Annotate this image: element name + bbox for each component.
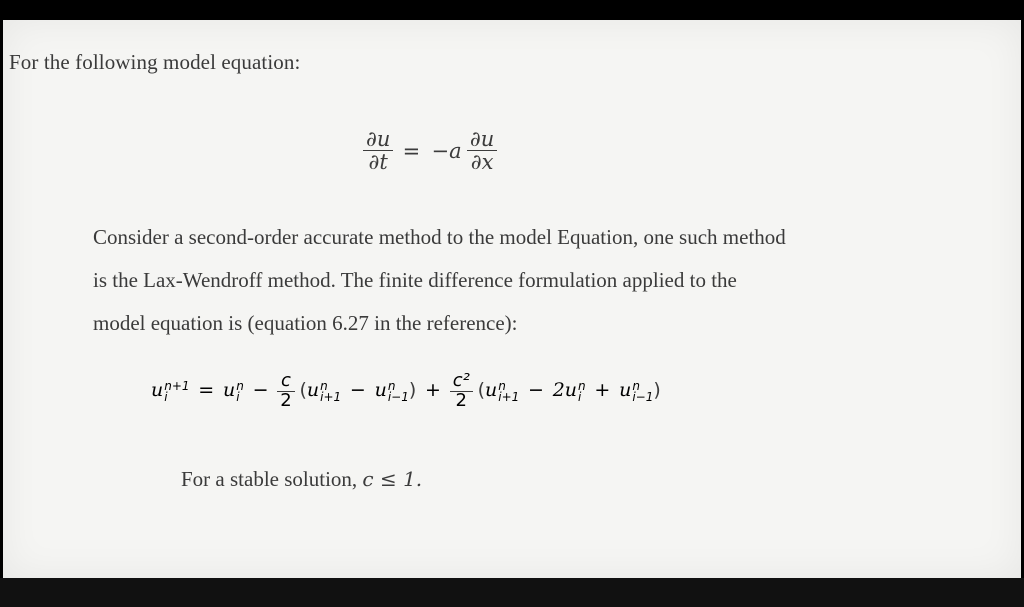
term-u-im1-n: u n i−1 bbox=[374, 378, 409, 405]
term-u-ip1-n-2: u n i+1 bbox=[485, 378, 520, 405]
equals-sign: = bbox=[402, 138, 421, 163]
term-2u-i-n: 2u n i bbox=[552, 378, 586, 405]
paragraph-line-2: is the Lax-Wendroff method. The finite difference formulation applied to the bbox=[93, 268, 737, 292]
paragraph-line-3: model equation is (equation 6.27 in the reference): bbox=[93, 311, 518, 335]
stability-inequality: c ≤ 1. bbox=[362, 467, 423, 491]
model-equation bbox=[363, 128, 497, 173]
description-paragraph bbox=[93, 216, 993, 345]
term-u-im1-n-2: u n i−1 bbox=[619, 378, 654, 405]
term-u-ip1-n: u n i+1 bbox=[306, 378, 342, 405]
c-over-2-fraction: $\frac{c}{2}$ bbox=[277, 372, 294, 411]
stability-condition: For a stable solution, c ≤ 1. bbox=[181, 467, 423, 491]
lax-wendroff-equation: u n+1 i = u n i − $\frac{c}{2}$ (u n i+1 − u n i−1 ) + $\frac{\text{c²}}{2}$ (u n i+1 − 2u n i + u n i−1 ) bbox=[151, 370, 661, 411]
paragraph-line-1: Consider a second-order accurate method to the model Equation, one such method bbox=[93, 225, 786, 249]
minus-a: −a bbox=[431, 138, 462, 163]
document-page bbox=[3, 20, 1021, 578]
intro-text: For the following model equation: bbox=[9, 50, 301, 74]
term-u-i-n: u n i bbox=[222, 378, 244, 405]
monitor-bezel bbox=[0, 578, 1024, 607]
du-dt-fraction: $\frac{\partial u}{\partial t}$ bbox=[363, 128, 393, 173]
term-u-i-n1: u n+1 i bbox=[151, 378, 190, 405]
c2-over-2-fraction: $\frac{\text{c²}}{2}$ bbox=[450, 372, 473, 411]
du-dx-fraction: $\frac{\partial u}{\partial x}$ bbox=[467, 128, 497, 173]
